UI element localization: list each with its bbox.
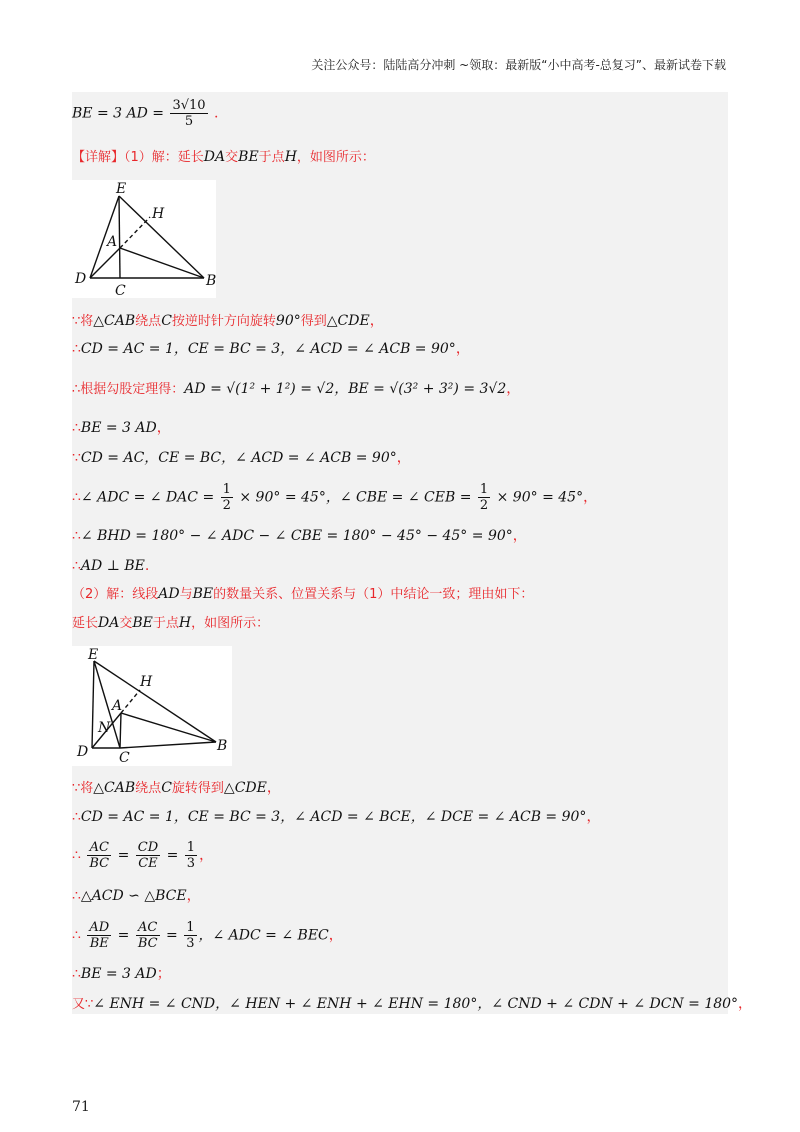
math: AD — [158, 586, 180, 602]
math: △CDE — [223, 780, 267, 796]
fraction-numerator: AC — [87, 840, 111, 856]
dashed-AH — [120, 217, 150, 248]
segment-AB — [121, 713, 216, 742]
angle-sum-line — [72, 995, 752, 1014]
punctuation: ； — [156, 966, 171, 982]
math: △CAB — [93, 313, 136, 329]
math: DA — [203, 149, 226, 165]
punctuation: ， — [369, 313, 384, 329]
punctuation: ， — [156, 420, 171, 436]
half-fraction — [478, 482, 490, 513]
text: （1）解：延长 — [124, 150, 204, 165]
label-A: A — [107, 234, 118, 250]
rotation-line — [72, 779, 281, 798]
math: H — [178, 615, 192, 631]
fraction-numerator: 1 — [479, 482, 489, 497]
math: C — [161, 780, 172, 796]
math: BE — [132, 615, 153, 631]
text: 的数量关系、位置关系与（1）中结论一致；理由如下： — [213, 587, 534, 602]
text: 绕点 — [135, 781, 162, 796]
math: × 90° = 45°，∠ CBE = ∠ CEB = — [239, 489, 476, 506]
text: 得到 — [300, 314, 327, 329]
label-B: B — [217, 738, 228, 754]
math: △CAB — [93, 780, 136, 796]
text: 又∵ — [72, 997, 94, 1012]
label-B: B — [206, 273, 216, 289]
text: ∵将 — [72, 781, 94, 796]
label-D: D — [77, 744, 89, 760]
therefore-symbol: ∴ — [72, 888, 81, 904]
text: ，如图所示： — [296, 150, 375, 165]
ratio-fraction — [136, 920, 160, 951]
text: 旋转得到 — [171, 781, 224, 796]
page-number: 71 — [72, 1099, 90, 1115]
punctuation: ， — [455, 341, 470, 357]
equals: = — [113, 847, 134, 864]
geometry-figure-2 — [72, 646, 232, 766]
equation-line — [72, 449, 411, 467]
punctuation: ， — [586, 809, 601, 825]
label-H: H — [152, 206, 165, 222]
fraction-numerator: AC — [136, 920, 160, 936]
solution-content — [72, 92, 753, 1014]
dashed-AH — [121, 690, 140, 713]
fraction-denominator: CE — [138, 856, 158, 871]
math: BE — [192, 586, 214, 602]
label-C: C — [119, 750, 130, 766]
therefore-symbol: ∴ — [72, 927, 81, 944]
segment-EC — [119, 196, 120, 278]
text: ∵将 — [72, 314, 94, 329]
ratio-fraction — [87, 840, 111, 871]
therefore-symbol: ∴ — [72, 489, 81, 506]
equation-line — [72, 419, 171, 437]
math: △CDE — [326, 313, 370, 329]
punctuation: ， — [266, 780, 281, 796]
result-line — [72, 98, 218, 129]
punctuation: ， — [738, 996, 753, 1012]
punctuation: ， — [396, 450, 411, 466]
ratio-fraction — [87, 920, 111, 951]
because-symbol: ∵ — [72, 450, 81, 466]
therefore-symbol: ∴ — [72, 847, 81, 864]
detail-tag: 【详解】 — [72, 150, 125, 165]
fraction-numerator: 3√10 — [172, 98, 206, 113]
math: ，∠ ADC = ∠ BEC — [198, 927, 329, 944]
fraction-denominator: BC — [89, 856, 110, 871]
ratio-line — [72, 920, 343, 951]
math: BE = 3 AD — [80, 420, 157, 436]
fraction-denominator: BE — [89, 936, 109, 951]
equation-line — [72, 527, 527, 545]
equation-line — [72, 340, 470, 358]
rotation-line — [72, 312, 384, 331]
math: BE = 3 AD — [80, 966, 157, 982]
text: 于点 — [258, 150, 285, 165]
label-H: H — [140, 674, 153, 690]
text: 交 — [225, 150, 239, 165]
punctuation: ， — [506, 381, 521, 397]
therefore-symbol: ∴ — [72, 809, 81, 825]
text: 与 — [179, 587, 193, 602]
math: C — [161, 313, 172, 329]
fraction-numerator: 1 — [186, 920, 195, 935]
ratio-fraction — [184, 920, 196, 951]
punctuation: . — [214, 105, 219, 122]
math: ∠ ENH = ∠ CND，∠ HEN + ∠ ENH + ∠ EHN = 180°，∠ CND + ∠ CDN + ∠ DCN = 180° — [93, 996, 739, 1012]
detail-heading — [72, 148, 375, 167]
fraction-numerator: 1 — [222, 482, 231, 497]
text: 绕点 — [135, 314, 162, 329]
equals: = — [113, 927, 134, 944]
fraction-numerator: AD — [89, 920, 110, 935]
math: 90° — [275, 313, 301, 329]
therefore-symbol: ∴ — [72, 420, 81, 436]
fraction-denominator: 3 — [186, 856, 196, 871]
math: H — [284, 149, 297, 165]
extend-line — [72, 614, 269, 633]
label-E: E — [88, 647, 99, 663]
math: ∠ BHD = 180° − ∠ ADC − ∠ CBE = 180° − 45° − 45° = 90° — [80, 528, 513, 544]
punctuation: ， — [186, 888, 201, 904]
equals: = — [162, 847, 183, 864]
segment-AC — [120, 713, 121, 748]
therefore-symbol: ∴ — [72, 558, 81, 574]
label-C: C — [115, 283, 126, 298]
result-fraction — [170, 98, 207, 129]
angle-fraction-line — [72, 482, 597, 513]
math: AD = √(1² + 1²) = √2，BE = √(3² + 3²) = 3√2 — [184, 381, 507, 397]
text: ，如图所示： — [191, 616, 270, 631]
fraction-denominator: BC — [137, 936, 158, 951]
therefore-symbol: ∴ — [72, 341, 81, 357]
math: CD = AC，CE = BC，∠ ACD = ∠ ACB = 90° — [80, 450, 397, 466]
segment-AB — [120, 248, 204, 278]
geometry-figure-1 — [72, 180, 216, 298]
fraction-denominator: 2 — [222, 498, 231, 513]
pythagoras-line — [72, 380, 520, 399]
ratio-line — [72, 840, 213, 871]
equals: = — [161, 927, 183, 944]
text: （2）解：线段 — [72, 587, 159, 602]
therefore-symbol: ∴ — [72, 966, 81, 982]
text: ∴根据勾股定理得： — [72, 382, 185, 397]
punctuation: ， — [328, 927, 343, 944]
fraction-denominator: 2 — [479, 498, 489, 513]
punctuation: ， — [583, 489, 598, 506]
text: 按逆时针方向旋转 — [171, 314, 276, 329]
label-N: N — [98, 720, 111, 736]
math: × 90° = 45° — [496, 489, 584, 506]
segment-ED — [92, 661, 94, 748]
similarity-line — [72, 887, 201, 905]
math: AD ⊥ BE — [80, 558, 145, 574]
label-E: E — [116, 181, 127, 197]
math: BE — [238, 149, 259, 165]
fraction-numerator: CD — [137, 840, 159, 855]
half-fraction — [221, 482, 233, 513]
result-formula: BE = 3 AD = — [72, 105, 169, 122]
equation-line — [72, 808, 600, 826]
equation-line — [72, 965, 171, 983]
conclusion-line — [72, 557, 149, 575]
text: 交 — [119, 616, 133, 631]
segment-DA — [90, 248, 120, 278]
fraction-denominator: 5 — [184, 114, 194, 129]
therefore-symbol: ∴ — [72, 528, 81, 544]
text: 延长 — [72, 616, 99, 631]
math: CD = AC = 1，CE = BC = 3，∠ ACD = ∠ ACB = 90° — [80, 341, 456, 357]
math: △ACD ∽ △BCE — [80, 888, 187, 904]
punctuation: ， — [199, 847, 214, 864]
math: DA — [98, 615, 120, 631]
ratio-fraction — [136, 840, 160, 871]
segment-CB — [120, 742, 216, 748]
ratio-fraction — [185, 840, 197, 871]
part2-heading — [72, 585, 533, 604]
punctuation: . — [144, 558, 150, 574]
punctuation: ， — [512, 528, 527, 544]
text: 于点 — [152, 616, 179, 631]
page-header: 关注公众号：陆陆高分冲刺 ~领取：最新版“小中高考-总复习”、最新试卷下载 — [311, 58, 726, 72]
fraction-numerator: 1 — [186, 840, 196, 855]
label-D: D — [75, 271, 87, 287]
math: ∠ ADC = ∠ DAC = — [80, 489, 219, 506]
label-A: A — [112, 698, 123, 714]
fraction-denominator: 3 — [186, 936, 195, 951]
math: CD = AC = 1，CE = BC = 3，∠ ACD = ∠ BCE，∠ DCE = ∠ ACB = 90° — [80, 809, 587, 825]
